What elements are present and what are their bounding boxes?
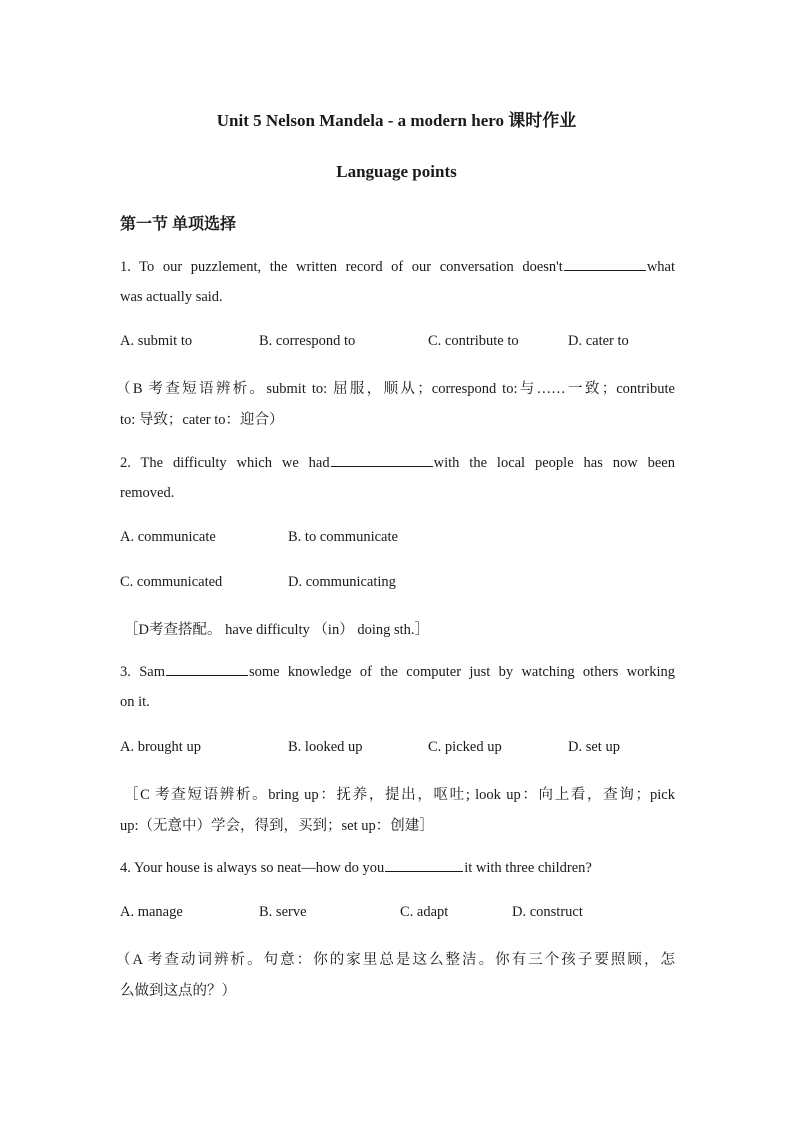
question-4-stem-text: 4. Your house is always so neat—how do you bbox=[120, 860, 385, 876]
question-3-answer-line1: ［C 考查短语辨析。bring up：抚养，提出，呕吐; look up：向上看，查询；pick bbox=[124, 787, 675, 803]
question-3-stem bbox=[120, 663, 675, 681]
question-1-option-a: A. submit to bbox=[120, 333, 193, 349]
document-subtitle: Language points bbox=[336, 162, 457, 181]
question-1-option-b: B. correspond to bbox=[259, 333, 356, 349]
question-1-option-c: C. contribute to bbox=[428, 333, 519, 349]
question-1-answer bbox=[116, 377, 675, 398]
question-2-stem-line2: removed. bbox=[120, 485, 175, 501]
question-3-answer-line2: up:（无意中）学会，得到，买到；set up：创建］ bbox=[120, 818, 434, 834]
question-2-option-a: A. communicate bbox=[120, 529, 216, 545]
question-3-stem-line2: on it. bbox=[120, 694, 150, 710]
document-title: Unit 5 Nelson Mandela - a modern hero 课时作业 bbox=[216, 111, 577, 130]
question-4-answer bbox=[116, 948, 675, 969]
question-4-stem-tail: it with three children? bbox=[464, 860, 592, 876]
question-2-stem-text: 2. The difficulty which we had bbox=[120, 455, 330, 471]
question-3-stem-text: 3. Sam bbox=[120, 664, 165, 680]
question-1-answer-line2: to: 导致；cater to：迎合） bbox=[120, 412, 284, 428]
question-4-option-b: B. serve bbox=[259, 904, 307, 920]
question-4-answer-line2: 么做到这点的？） bbox=[120, 983, 236, 999]
section-heading: 第一节 单项选择 bbox=[120, 216, 237, 233]
question-4-option-a: A. manage bbox=[120, 904, 183, 920]
question-4-option-d: D. construct bbox=[512, 904, 583, 920]
question-3-option-c: C. picked up bbox=[428, 739, 502, 755]
question-1-option-d: D. cater to bbox=[568, 333, 629, 349]
question-3-option-a: A. brought up bbox=[120, 739, 201, 755]
answer-blank bbox=[385, 859, 463, 872]
question-3-option-d: D. set up bbox=[568, 739, 620, 755]
question-1-stem-tail: what bbox=[646, 259, 675, 275]
question-2-answer: ［D考查搭配。 have difficulty （in） doing sth.］ bbox=[124, 622, 430, 638]
question-2-option-d: D. communicating bbox=[288, 574, 396, 590]
question-1-stem-text: 1. To our puzzlement, the written record of our conversation doesn't bbox=[120, 259, 563, 275]
question-2-stem-tail: with the local people has now been bbox=[433, 455, 675, 471]
answer-blank bbox=[331, 454, 433, 467]
question-1-stem bbox=[120, 258, 675, 276]
question-3-option-b: B. looked up bbox=[288, 739, 363, 755]
question-1-stem-line2: was actually said. bbox=[120, 289, 223, 305]
question-2-stem bbox=[120, 454, 675, 472]
answer-blank bbox=[166, 663, 248, 676]
question-2-option-b: B. to communicate bbox=[288, 529, 398, 545]
answer-blank bbox=[564, 258, 646, 271]
question-2-option-c: C. communicated bbox=[120, 574, 223, 590]
question-3-stem-tail: some knowledge of the computer just by watching others working bbox=[248, 664, 675, 680]
question-4-answer-line1: （A 考查动词辨析。句意：你的家里总是这么整洁。你有三个孩子要照顾，怎 bbox=[116, 952, 675, 968]
question-4-option-c: C. adapt bbox=[400, 904, 449, 920]
question-1-answer-line1: （B 考查短语辨析。submit to: 屈服，顺从；correspond to:与……一致；contribute bbox=[116, 381, 675, 397]
question-3-answer bbox=[124, 783, 675, 804]
question-4-stem bbox=[120, 859, 592, 877]
